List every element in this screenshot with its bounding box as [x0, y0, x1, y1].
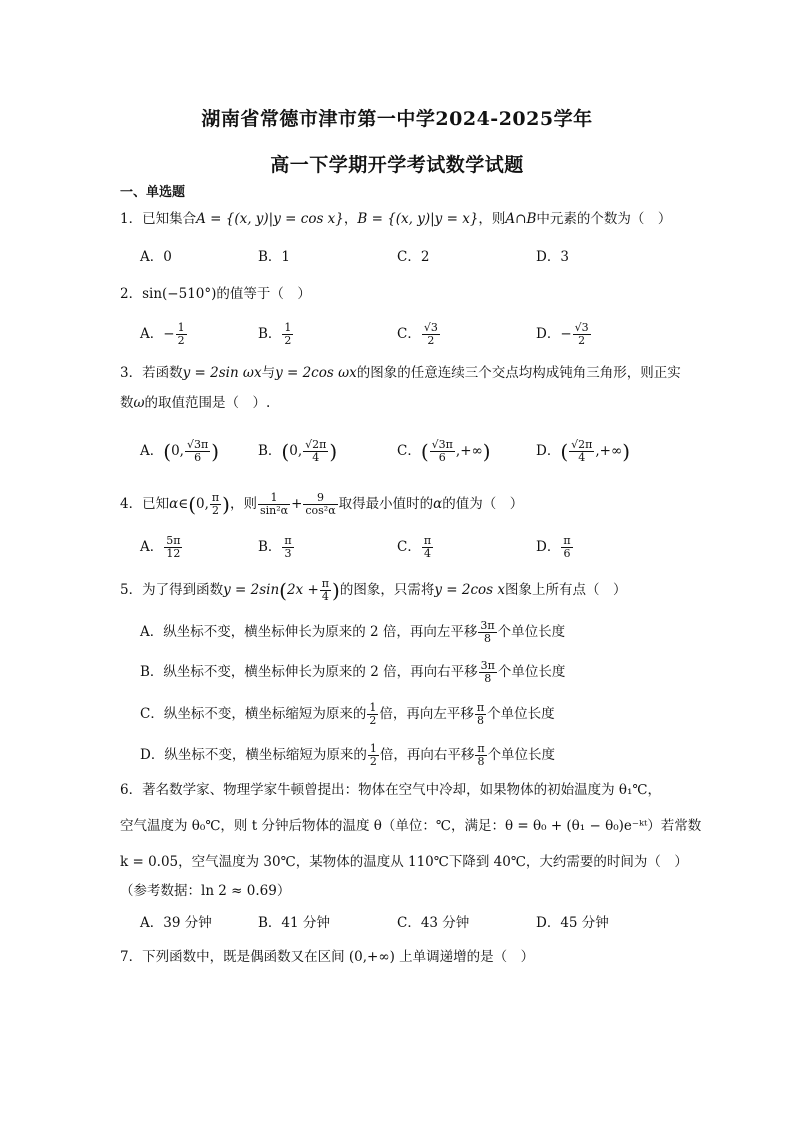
question-6-line-3: k = 0.05，空气温度为 30℃，某物体的温度从 110℃下降到 40℃，大约需要的时间为（ ） — [120, 854, 688, 870]
q5-text-b: 的图象，只需将 — [339, 582, 435, 598]
q5-d-post: 个单位长度 — [487, 747, 556, 763]
q5-b-shift-numerator: 3π — [480, 659, 495, 672]
q5-func-fraction — [320, 578, 331, 603]
q3-c-numerator: √3π — [431, 438, 453, 451]
q3-a-numerator: √3π — [186, 438, 209, 451]
q3-text-2b: 的取值范围是（ ）. — [144, 395, 271, 411]
q3-label-b: B． — [258, 443, 282, 459]
q2-label-a: A． — [140, 326, 164, 342]
q1-text-b: ，则 — [478, 211, 506, 227]
q3-label-d: D． — [536, 443, 561, 459]
q4-term-1 — [258, 492, 290, 517]
q4-a-numerator: 5π — [166, 534, 181, 547]
q4-d-numerator: π — [563, 534, 571, 547]
question-2 — [120, 285, 311, 303]
q2-number: 2． — [120, 286, 143, 302]
q3-c-fraction — [430, 439, 455, 464]
q5-text-c: 图象上所有点（ ） — [504, 582, 627, 598]
q4-interval-fraction — [210, 492, 221, 517]
q3-b-denominator: 4 — [312, 451, 320, 464]
section-heading: 一、单选题 — [120, 185, 186, 200]
q1-text-a: 已知集合 — [142, 211, 197, 227]
q4-option-d — [536, 535, 574, 560]
q2-option-c — [397, 322, 441, 347]
q3-func-2: y = 2cos ωx — [275, 365, 357, 381]
q2-d-numerator: √3 — [574, 321, 589, 334]
q3-text-1a: 若函数 — [142, 365, 183, 381]
q2-d-fraction — [573, 322, 591, 347]
q2-a-sign: − — [163, 326, 175, 342]
q2-text: 的值等于（ ） — [216, 286, 311, 302]
q5-a-shift-denominator: 8 — [484, 632, 492, 645]
q3-d-right: ,+∞ — [595, 443, 623, 459]
q5-option-c — [140, 702, 555, 727]
question-6-line-2: 空气温度为 θ₀℃，则 t 分钟后物体的温度 θ（单位：℃，满足：θ = θ₀ + (θ₁ − θ₀)e⁻ᵏᵗ）若常数 — [120, 818, 702, 834]
q1-option-a: A．0 — [140, 249, 172, 265]
question-6-line-1: 6．著名数学家、物理学家牛顿曾提出：物体在空气中冷却，如果物体的初始温度为 θ₁℃， — [120, 782, 662, 798]
q5-a-shift — [478, 620, 496, 645]
q5-d-shift — [475, 743, 486, 768]
q4-label-d: D． — [536, 539, 561, 555]
q5-c-shift — [475, 702, 486, 727]
q5-d-mid: 倍，再向右平移 — [379, 747, 475, 763]
q5-c-scale-denominator: 2 — [369, 714, 377, 727]
q2-option-d — [536, 322, 592, 347]
q2-a-numerator: 1 — [177, 321, 185, 334]
q5-b-post: 个单位长度 — [497, 664, 566, 680]
q3-label-a: A． — [140, 443, 164, 459]
q2-label-c: C． — [397, 326, 421, 342]
q4-text-c: 取得最小值时的 — [338, 496, 434, 512]
q5-option-d — [140, 743, 555, 768]
q2-label-b: B． — [258, 326, 282, 342]
q3-option-d: D．( $\frac{√2\pi}{4}$ ,+∞) — [536, 438, 631, 464]
q4-alpha: α — [433, 496, 443, 512]
q6-option-c: C．43 分钟 — [397, 915, 470, 931]
q5-func-a: y = 2sin — [223, 582, 280, 598]
q4-term-2 — [303, 492, 337, 517]
q4-b-denominator: 3 — [284, 547, 292, 560]
q5-number: 5． — [120, 582, 143, 598]
q1-option-d: D．3 — [536, 249, 569, 265]
q1-set-b: B = {(x, y)|y = x} — [357, 211, 479, 227]
q3-b-left: 0, — [289, 443, 303, 459]
q4-c-denominator: 4 — [423, 547, 431, 560]
q2-c-fraction — [422, 322, 440, 347]
q3-b-numerator: √2π — [305, 438, 327, 451]
q4-term-2-denominator: cos²α — [305, 504, 336, 517]
q3-option-b: B．(0, $\frac{√2\pi}{4}$ ) — [258, 438, 338, 464]
q3-label-c: C． — [397, 443, 421, 459]
q5-option-b — [140, 660, 565, 685]
q2-d-denominator: 2 — [578, 334, 586, 347]
q4-text-d: 的值为（ ） — [442, 496, 524, 512]
q4-label-a: A． — [140, 539, 164, 555]
q4-term-2-numerator: 9 — [303, 492, 337, 505]
q4-option-a — [140, 535, 183, 560]
q5-b-pre: B．纵坐标不变，横坐标伸长为原来的 2 倍，再向右平移 — [140, 664, 478, 680]
q5-b-shift — [479, 660, 497, 685]
q1-intersection: A∩B — [505, 211, 537, 227]
q4-term-1-denominator: sin²α — [259, 504, 289, 517]
q4-b-fraction — [282, 535, 293, 560]
q2-b-fraction — [282, 322, 293, 347]
q2-option-a — [140, 322, 188, 347]
q4-a-fraction — [164, 535, 182, 560]
q3-a-fraction — [185, 439, 210, 464]
q5-c-scale-numerator: 1 — [369, 701, 377, 714]
q2-option-b — [258, 322, 294, 347]
q6-option-a: A．39 分钟 — [140, 915, 212, 931]
q2-label-d: D． — [536, 326, 561, 342]
q1-number: 1． — [120, 211, 143, 227]
q5-c-shift-numerator: π — [476, 701, 485, 714]
q3-option-c: C．( $\frac{√3\pi}{6}$ ,+∞) — [397, 438, 491, 464]
q5-func-inner: 2x + — [286, 582, 319, 598]
q3-omega: ω — [133, 395, 145, 411]
q3-b-fraction — [303, 439, 328, 464]
q5-a-shift-numerator: 3π — [480, 619, 495, 632]
q4-number: 4． — [120, 496, 143, 512]
q2-expression: sin(−510°) — [142, 286, 217, 302]
q5-a-pre: A．纵坐标不变，横坐标伸长为原来的 2 倍，再向左平移 — [140, 624, 478, 640]
q3-a-left: 0, — [171, 443, 184, 459]
q4-label-b: B． — [258, 539, 282, 555]
q3-c-denominator: 6 — [438, 451, 446, 464]
question-6-line-4: （参考数据：ln 2 ≈ 0.69） — [120, 883, 291, 899]
q5-c-mid: 倍，再向左平移 — [379, 706, 474, 722]
q5-d-scale-numerator: 1 — [369, 742, 377, 755]
q2-b-numerator: 1 — [284, 321, 292, 334]
q5-c-post: 个单位长度 — [487, 706, 555, 722]
q1-text-c: 中元素的个数为（ ） — [536, 211, 672, 227]
q5-c-scale — [367, 702, 378, 727]
q6-option-d: D．45 分钟 — [536, 915, 609, 931]
exam-title-line1: 湖南省常德市津市第一中学2024-2025学年 — [201, 108, 593, 130]
q3-d-fraction — [569, 439, 594, 464]
q2-c-denominator: 2 — [427, 334, 435, 347]
q3-a-denominator: 6 — [194, 451, 202, 464]
question-3-line-1: 3．若函数y = 2sin ωx与y = 2cos ωx的图象的任意连续三个交点均构成钝角三角形，则正实 — [120, 365, 681, 381]
q4-plus: + — [291, 496, 303, 512]
q5-a-post: 个单位长度 — [497, 624, 566, 640]
q3-d-denominator: 4 — [578, 451, 586, 464]
q5-d-shift-numerator: π — [477, 742, 485, 755]
q3-c-right: ,+∞ — [455, 443, 483, 459]
q5-d-scale-denominator: 2 — [369, 755, 377, 768]
question-3-line-2 — [120, 394, 270, 412]
q5-d-pre: D．纵坐标不变，横坐标缩短为原来的 — [140, 747, 367, 763]
q5-func-b: y = 2cos x — [434, 582, 505, 598]
q4-alpha-in: α∈ — [169, 496, 189, 512]
q4-d-fraction — [561, 535, 572, 560]
q2-d-sign: − — [560, 326, 572, 342]
q2-a-fraction — [176, 322, 187, 347]
q1-sep: ， — [343, 211, 358, 227]
q3-text-2a: 数 — [120, 395, 134, 411]
q2-a-denominator: 2 — [177, 334, 185, 347]
q5-b-shift-denominator: 8 — [484, 672, 492, 685]
q4-term-1-numerator: 1 — [258, 492, 290, 505]
q4-interval-denominator: 2 — [212, 504, 220, 517]
q4-option-c — [397, 535, 434, 560]
q4-c-numerator: π — [423, 534, 432, 547]
q5-text-a: 为了得到函数 — [142, 582, 224, 598]
q4-c-fraction — [422, 535, 433, 560]
question-7: 7．下列函数中，既是偶函数又在区间 (0,+∞) 上单调递增的是（ ） — [120, 949, 535, 965]
q3-text-1b: 与 — [261, 365, 276, 381]
q3-d-numerator: √2π — [571, 438, 593, 451]
exam-title-line2: 高一下学期开学考试数学试题 — [270, 154, 524, 176]
q5-d-scale — [368, 743, 379, 768]
q3-option-a: A．(0, $\frac{√3\pi}{6}$ ) — [140, 438, 220, 464]
q4-option-b — [258, 535, 295, 560]
q5-d-shift-denominator: 8 — [477, 755, 485, 768]
q4-text-a: 已知 — [142, 496, 170, 512]
q4-d-denominator: 6 — [563, 547, 571, 560]
q3-func-1: y = 2sin ωx — [182, 365, 262, 381]
q3-text-1c: 的图象的任意连续三个交点均构成钝角三角形，则正实 — [356, 365, 681, 381]
q5-c-pre: C．纵坐标不变，横坐标缩短为原来的 — [140, 706, 367, 722]
q2-c-numerator: √3 — [423, 321, 438, 334]
question-5: 5．为了得到函数y = 2sin(2x + $\frac{\pi}{4}$ )的图象，只需将y = 2cos x图象上所有点（ ） — [120, 577, 627, 603]
question-1 — [120, 210, 671, 228]
q5-func-denominator: 4 — [321, 590, 329, 603]
q5-c-shift-denominator: 8 — [476, 714, 484, 727]
q1-set-a: A = {(x, y)|y = cos x} — [196, 211, 344, 227]
q4-interval-numerator: π — [211, 491, 220, 504]
q4-label-c: C． — [397, 539, 421, 555]
q4-interval-left: 0, — [196, 496, 209, 512]
q6-option-b: B．41 分钟 — [258, 915, 330, 931]
q1-option-b: B．1 — [258, 249, 291, 265]
q2-b-denominator: 2 — [284, 334, 292, 347]
q4-text-b: ，则 — [229, 496, 257, 512]
q4-b-numerator: π — [284, 534, 292, 547]
question-4: 4．已知α∈(0, $\frac{\pi}{2}$ )，则 $\frac{1}{\text{sin²α}}$ + $\frac{9}{\text{cos²α}}$ 取得最小值时的α的值为（ ） — [120, 491, 524, 517]
q5-func-numerator: π — [321, 577, 330, 590]
q5-option-a — [140, 620, 565, 645]
q1-option-c: C．2 — [397, 249, 430, 265]
q4-a-denominator: 12 — [166, 547, 181, 560]
